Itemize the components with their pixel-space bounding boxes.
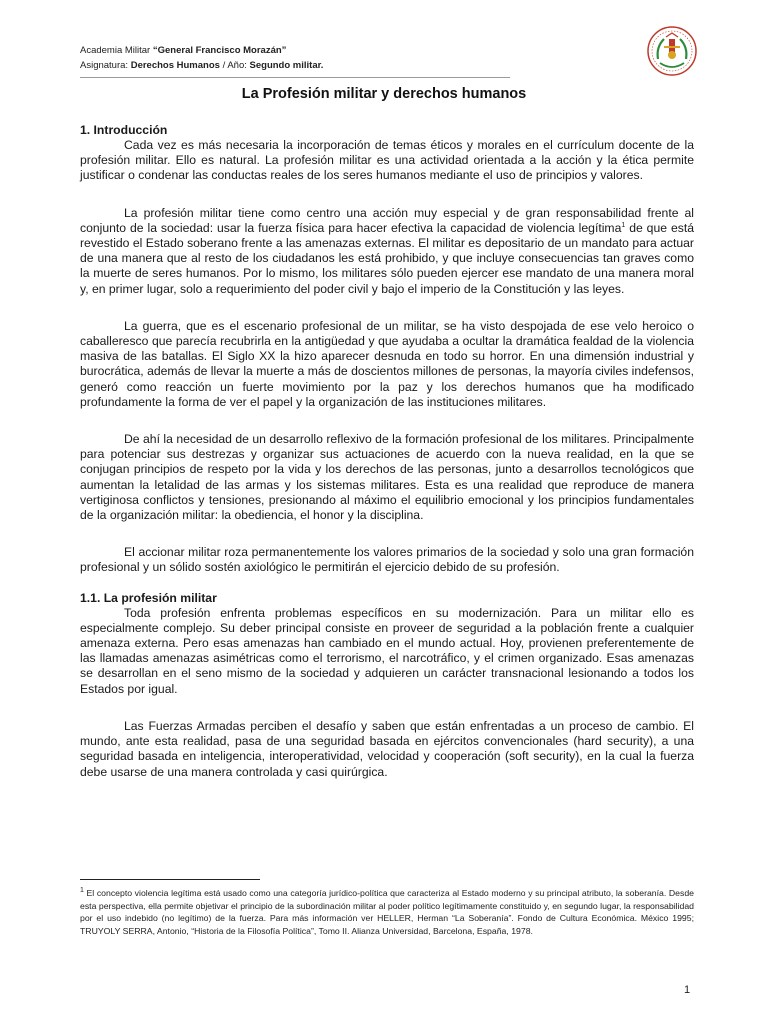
document-title: La Profesión militar y derechos humanos [241, 86, 527, 102]
section-heading-introduccion: 1. Introducción [80, 123, 168, 137]
paragraph-3: La guerra, que es el escenario profesional de un militar, se ha visto despojada de ese velo heroico o caballeresco que parecía recubrirla en la antigüedad y que ayudaba a ocultar la dramática fealdad de la violencia masiva de las batallas. El Siglo XX la hizo aparecer desnuda en todo su horror. En una dimensión industrial y burocrática, además de llevar la muerte a más de doscientos millones de personas, la mayoría civiles indefensos, generó como reacción un fuerte movimiento por la paz y los derechos humanos que ha modificado profundamente la forma de ver el papel y la organización de las instituciones militares. [80, 318, 694, 409]
footnote-1 [80, 887, 694, 937]
document-header [80, 43, 323, 73]
footnote-divider [80, 879, 260, 880]
academy-seal-icon [646, 25, 698, 77]
footnote-ref-1[interactable]: 1 [621, 221, 626, 229]
header-institution: Academia Militar “General Francisco Morazán” [80, 45, 287, 56]
paragraph-7: Las Fuerzas Armadas perciben el desafío y saben que están enfrentadas a un proceso de cambio. El mundo, ante esta realidad, pasa de una seguridad basada en ejércitos convencionales (hard security), a una seguridad basada en inteligencia, interoperatividad, velocidad y cooperación (soft security), en la cual la fuerza debe usarse de una manera controlada y casi quirúrgica. [80, 718, 694, 779]
footnote-text: El concepto violencia legítima está usado como una categoría jurídico-política que caracteriza al Estado moderno y su principal atributo, la soberanía. Desde esta perspectiva, ella permite objetivar el principio de la subordinación militar al poder político legítimamente constituido y, en segundo lugar, la responsabilidad por el uso indebido (no legítimo) de la fuerza. Para más información ver HELLER, Herman “La Soberanía”. Fondo de Cultura Económica. México 1995; TRUYOLY SERRA, Antonio, “Historia de la Filosofía Política”, Tomo II. Alianza Universidad, Barcelona, España, 1978. [80, 888, 694, 936]
header-subject: Derechos Humanos [130, 60, 220, 71]
section-heading-profesion-militar: 1.1. La profesión militar [80, 590, 217, 605]
document-body [80, 122, 694, 780]
paragraph-2: La profesión militar tiene como centro una acción muy especial y de gran responsabilidad frente al conjunto de la sociedad: usar la fuerza física para hacer efectiva la capacidad de violencia legítima$^1$ de que está revestido el Estado soberano frente a las amenazas externas. El militar es depositario de un mandato para actuar de una manera que al resto de los ciudadanos les está prohibido, y que incluye consecuencias tan graves como la muerte de seres humanos. Por lo mismo, los militares sólo pueden ejercer ese mandato de una manera moral y, en primer lugar, solo a requerimiento del poder civil y bajo el imperio de la Constitución y las leyes. [80, 205, 694, 296]
header-course: Asignatura: Derechos Humanos / Año: Segundo militar. [80, 60, 324, 71]
paragraph-1: Cada vez es más necesaria la incorporación de temas éticos y morales en el currículum docente de la profesión militar. Ello es natural. La profesión militar es una actividad orientada a la acción y la ética permite justificar o condenar las conductas reales de los seres humanos mediante el uso de principios y valores. [80, 138, 694, 183]
header-divider [80, 77, 510, 78]
header-academy-name: “General Francisco Morazán” [152, 45, 287, 56]
page-number: 1 [684, 984, 691, 996]
paragraph-5: El accionar militar roza permanentemente los valores primarios de la sociedad y solo una gran formación profesional y un sólido sostén axiológico le permitirán el ejercicio debido de su profesión. [80, 545, 694, 575]
paragraph-4: De ahí la necesidad de un desarrollo reflexivo de la formación profesional de los militares. Principalmente para potenciar sus destrezas y organizar sus actuaciones de acuerdo con la nueva realidad, en la que se conjugan principios de respeto por la vida y los derechos de las personas, junto a desarrollos tecnológicos que aumentan la letalidad de las armas y los sistemas militares. Esta es una realidad que reproduce de manera vertiginosa conflictos y tensiones, presionando al máximo el equilibrio emocional y los principios fundamentales de la organización militar: la obediencia, el honor y la disciplina. [80, 432, 694, 523]
footnote-marker: 1 [80, 887, 84, 895]
header-year: Segundo militar. [249, 60, 324, 71]
paragraph-6: Toda profesión enfrenta problemas específicos en su modernización. Para un militar ello es especialmente complejo. Su deber principal consiste en proveer de seguridad a la población frente a cualquier amenaza externa. Pero esas amenazas han cambiado en el mundo actual. Hoy, provienen preferentemente de las llamadas amenazas asimétricas como el terrorismo, el narcotráfico, y el crimen organizado. Esas amenazas se desarrollan en el seno mismo de la sociedad y adquieren un carácter transnacional lesionando a todos los Estados por igual. [80, 605, 694, 696]
